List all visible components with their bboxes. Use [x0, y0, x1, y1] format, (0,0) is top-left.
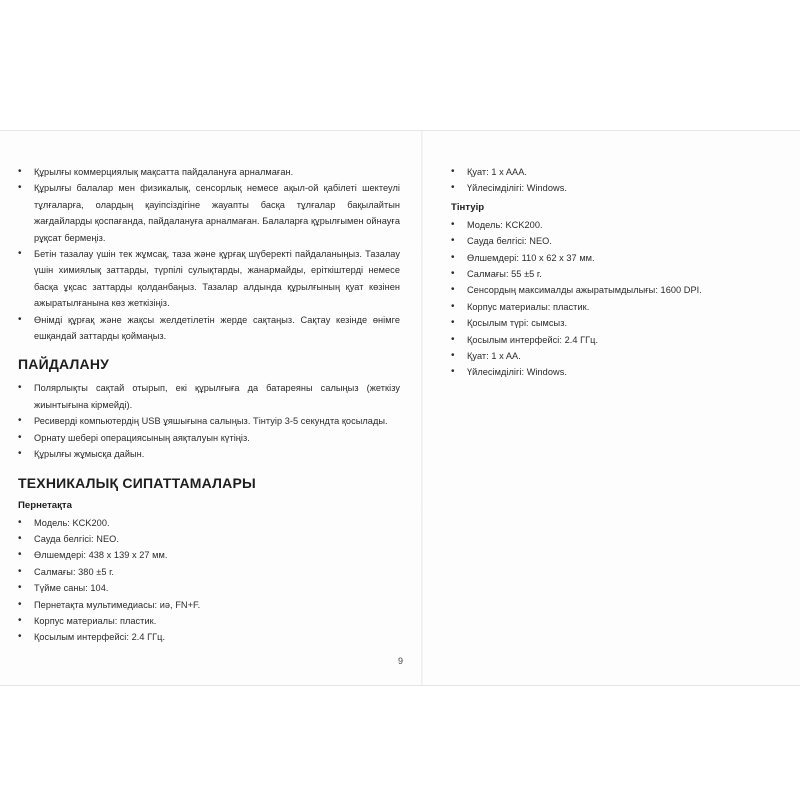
list-item: • Өнімді құрғақ және жақсы желдетілетін жерде сақтаңыз. Сақтау кезінде өнімге ешқандай заттарды қоймаңыз. — [18, 312, 400, 345]
list-item: • Ресиверді компьютердің USB ұяшығына салыңыз. Тінтуір 3-5 секундта қосылады. — [18, 413, 400, 429]
keyboard-heading: Пернетақта — [18, 499, 72, 511]
list-item: • Бетін тазалау үшін тек жұмсақ, таза және құрғақ шүберекті пайдаланыңыз. Тазалау үшін химиялық заттарды, түрпілі сулықтарды, жанармайды, еріткіштерді немесе басқа ұқсас заттарды қолданбаңыз. Тазалар алдында құрылғының қуат көзінен ажыратылғанына көз жеткізіңіз. — [18, 246, 400, 312]
left-page — [18, 164, 400, 646]
list-item: • Модель: KCK200. — [18, 515, 400, 531]
list-item: • Өлшемдері: 438 x 139 x 27 мм. — [18, 547, 400, 563]
list-item: • Үйлесімділігі: Windows. — [451, 364, 781, 380]
list-item: • Қосылым интерфейсі: 2.4 ГГц. — [18, 629, 400, 645]
usage-list — [18, 380, 400, 462]
list-item: • Қуат: 1 x AA. — [451, 348, 781, 364]
list-item: • Корпус материалы: пластик. — [18, 613, 400, 629]
booklet-spread — [0, 130, 800, 686]
keyboard-spec-list-continued — [451, 164, 781, 197]
list-item: • Түйме саны: 104. — [18, 580, 400, 596]
list-item: • Үйлесімділігі: Windows. — [451, 180, 781, 196]
mouse-heading: Тінтуір — [451, 201, 485, 213]
specs-heading: ТЕХНИКАЛЫҚ СИПАТТАМАЛАРЫ — [18, 474, 256, 491]
page-number: 9 — [398, 656, 404, 666]
list-item: • Қуат: 1 x AAA. — [451, 164, 781, 180]
list-item: • Қосылым түрі: сымсыз. — [451, 315, 781, 331]
list-item: • Корпус материалы: пластик. — [451, 299, 781, 315]
list-item: • Полярлықты сақтай отырып, екі құрылғыға да батареяны салыңыз (жеткізу жиынтығына кірмейді). — [18, 380, 400, 413]
list-item: • Сауда белгісі: NEO. — [451, 233, 781, 249]
list-item: • Қосылым интерфейсі: 2.4 ГГц. — [451, 332, 781, 348]
list-item: • Пернетақта мультимедиасы: иә, FN+F. — [18, 597, 400, 613]
right-page — [451, 164, 781, 381]
list-item: • Құрылғы жұмысқа дайын. — [18, 446, 400, 462]
list-item: • Орнату шебері операциясының аяқталуын күтіңіз. — [18, 430, 400, 446]
list-item: • Сенсордың максималды ажыратымдылығы: 1600 DPI. — [451, 282, 781, 298]
mouse-spec-list — [451, 217, 781, 381]
safety-list — [18, 164, 400, 344]
list-item: • Құрылғы коммерциялық мақсатта пайдалануға арналмаған. — [18, 164, 400, 180]
list-item: • Сауда белгісі: NEO. — [18, 531, 400, 547]
list-item: • Өлшемдері: 110 x 62 x 37 мм. — [451, 250, 781, 266]
list-item: • Құрылғы балалар мен физикалық, сенсорлық немесе ақыл-ой қабілеті шектеулі тұлғаларға, олардың қауіпсіздігіне жауапты басқа тұлғалар бақылайтын жағдайларды қоспағанда, пайдалануға арналмаған. Балаларға құрылғымен ойнауға рұқсат бермеңіз. — [18, 180, 400, 246]
page-fold — [421, 131, 423, 685]
list-item: • Модель: KCK200. — [451, 217, 781, 233]
usage-heading: ПАЙДАЛАНУ — [18, 356, 110, 373]
list-item: • Салмағы: 380 ±5 г. — [18, 564, 400, 580]
keyboard-spec-list — [18, 515, 400, 646]
list-item: • Салмағы: 55 ±5 г. — [451, 266, 781, 282]
